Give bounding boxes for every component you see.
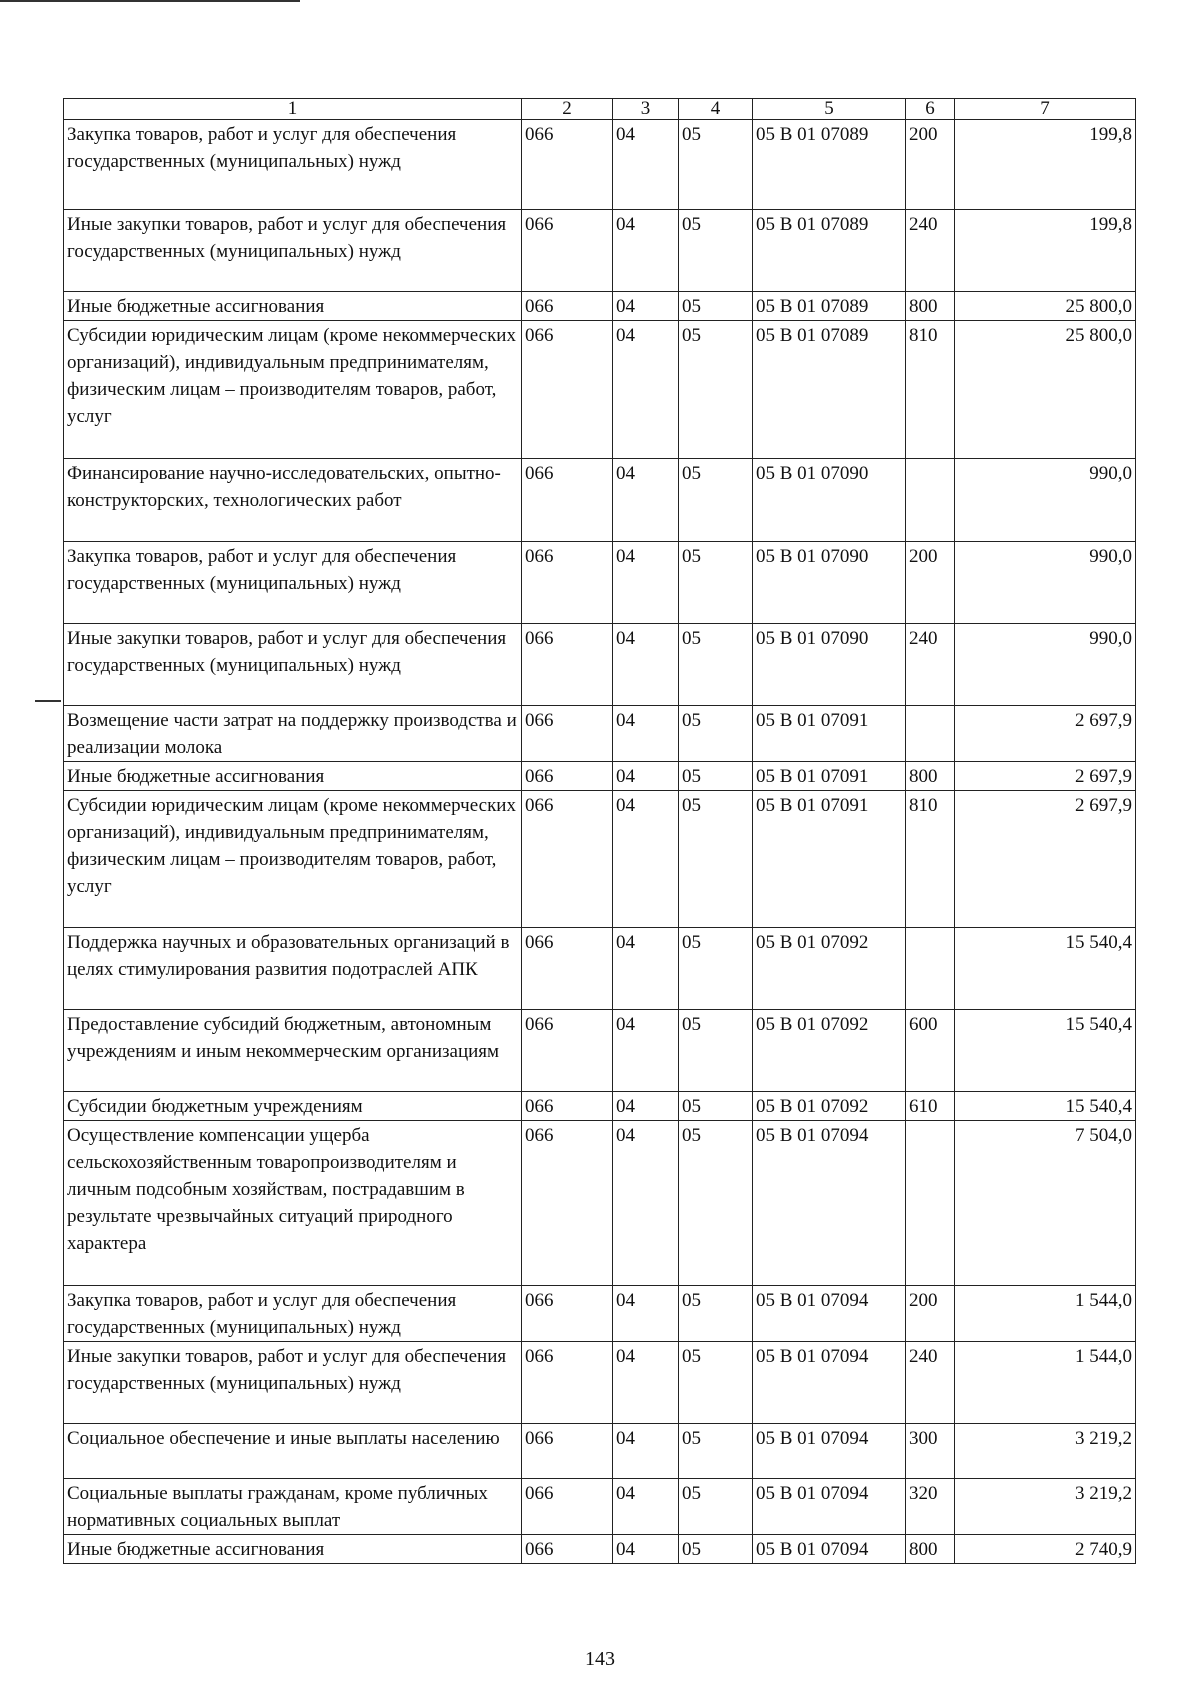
table-row [64,706,1136,762]
row-expense-type [906,928,955,1010]
row-ministry-code: 066 [522,210,613,292]
budget-table [63,98,1136,1564]
header-col-4: 4 [679,99,753,120]
row-subsection-code: 05 [679,791,753,928]
row-expense-type: 600 [906,1010,955,1092]
row-expense-type: 240 [906,210,955,292]
row-ministry-code: 066 [522,1535,613,1564]
row-section-code: 04 [613,459,679,542]
row-subsection-code: 05 [679,1535,753,1564]
row-section-code: 04 [613,928,679,1010]
row-description: Иные закупки товаров, работ и услуг для обеспечения государственных (муниципальных) нужд [64,624,522,706]
row-section-code: 04 [613,1535,679,1564]
row-expense-type: 200 [906,1286,955,1342]
row-expense-type: 800 [906,292,955,321]
row-target-article: 05 В 01 07089 [753,120,906,210]
row-ministry-code: 066 [522,542,613,624]
row-expense-type: 200 [906,542,955,624]
row-section-code: 04 [613,292,679,321]
row-ministry-code: 066 [522,928,613,1010]
row-amount: 2 697,9 [955,791,1136,928]
row-subsection-code: 05 [679,1010,753,1092]
table-row [64,1092,1136,1121]
row-ministry-code: 066 [522,1424,613,1479]
row-section-code: 04 [613,1010,679,1092]
row-amount: 15 540,4 [955,1092,1136,1121]
row-target-article: 05 В 01 07094 [753,1342,906,1424]
row-amount: 15 540,4 [955,1010,1136,1092]
row-subsection-code: 05 [679,321,753,459]
row-section-code: 04 [613,542,679,624]
header-col-2: 2 [522,99,613,120]
row-ministry-code: 066 [522,292,613,321]
row-ministry-code: 066 [522,1121,613,1286]
row-amount: 2 697,9 [955,762,1136,791]
row-ministry-code: 066 [522,762,613,791]
row-section-code: 04 [613,1121,679,1286]
row-target-article: 05 В 01 07092 [753,928,906,1010]
row-subsection-code: 05 [679,1121,753,1286]
row-section-code: 04 [613,762,679,791]
row-amount: 3 219,2 [955,1424,1136,1479]
table-row [64,928,1136,1010]
header-col-3: 3 [613,99,679,120]
row-target-article: 05 В 01 07092 [753,1010,906,1092]
row-section-code: 04 [613,120,679,210]
row-target-article: 05 В 01 07091 [753,762,906,791]
row-subsection-code: 05 [679,542,753,624]
row-description: Закупка товаров, работ и услуг для обеспечения государственных (муниципальных) нужд [64,1286,522,1342]
table-row [64,542,1136,624]
row-subsection-code: 05 [679,120,753,210]
row-target-article: 05 В 01 07089 [753,321,906,459]
row-target-article: 05 В 01 07089 [753,210,906,292]
row-description: Иные закупки товаров, работ и услуг для обеспечения государственных (муниципальных) нужд [64,210,522,292]
row-expense-type: 320 [906,1479,955,1535]
row-description: Возмещение части затрат на поддержку производства и реализации молока [64,706,522,762]
row-section-code: 04 [613,1424,679,1479]
row-description: Социальное обеспечение и иные выплаты населению [64,1424,522,1479]
row-subsection-code: 05 [679,1286,753,1342]
header-col-1: 1 [64,99,522,120]
row-amount: 1 544,0 [955,1342,1136,1424]
row-section-code: 04 [613,1479,679,1535]
table-row [64,1286,1136,1342]
row-description: Закупка товаров, работ и услуг для обеспечения государственных (муниципальных) нужд [64,542,522,624]
row-section-code: 04 [613,321,679,459]
row-ministry-code: 066 [522,459,613,542]
row-subsection-code: 05 [679,762,753,791]
row-amount: 990,0 [955,624,1136,706]
table-row [64,1342,1136,1424]
row-description: Поддержка научных и образовательных организаций в целях стимулирования развития подотраслей АПК [64,928,522,1010]
row-expense-type: 810 [906,321,955,459]
row-expense-type [906,459,955,542]
row-target-article: 05 В 01 07092 [753,1092,906,1121]
row-amount: 990,0 [955,459,1136,542]
row-amount: 25 800,0 [955,292,1136,321]
row-target-article: 05 В 01 07090 [753,459,906,542]
table-row [64,1535,1136,1564]
row-expense-type: 240 [906,624,955,706]
row-target-article: 05 В 01 07094 [753,1535,906,1564]
table-row [64,1424,1136,1479]
row-section-code: 04 [613,791,679,928]
row-description: Иные бюджетные ассигнования [64,1535,522,1564]
row-expense-type: 200 [906,120,955,210]
row-ministry-code: 066 [522,1479,613,1535]
table-row [64,762,1136,791]
row-expense-type: 300 [906,1424,955,1479]
row-amount: 1 544,0 [955,1286,1136,1342]
row-section-code: 04 [613,210,679,292]
row-subsection-code: 05 [679,624,753,706]
row-target-article: 05 В 01 07089 [753,292,906,321]
table-header-row [64,99,1136,120]
row-subsection-code: 05 [679,928,753,1010]
table-row [64,120,1136,210]
row-section-code: 04 [613,1342,679,1424]
row-amount: 2 697,9 [955,706,1136,762]
row-description: Предоставление субсидий бюджетным, автономным учреждениям и иным некоммерческим организациям [64,1010,522,1092]
row-description: Осуществление компенсации ущерба сельскохозяйственным товаропроизводителям и личным подсобным хозяйствам, пострадавшим в результате чрезвычайных ситуаций природного характера [64,1121,522,1286]
row-description: Субсидии бюджетным учреждениям [64,1092,522,1121]
row-expense-type: 800 [906,762,955,791]
row-amount: 25 800,0 [955,321,1136,459]
row-section-code: 04 [613,706,679,762]
row-ministry-code: 066 [522,321,613,459]
row-description: Иные бюджетные ассигнования [64,762,522,791]
table-row [64,321,1136,459]
table-row [64,1010,1136,1092]
row-subsection-code: 05 [679,459,753,542]
row-target-article: 05 В 01 07094 [753,1286,906,1342]
row-amount: 3 219,2 [955,1479,1136,1535]
row-section-code: 04 [613,1286,679,1342]
row-description: Финансирование научно-исследовательских, опытно-конструкторских, технологических работ [64,459,522,542]
row-ministry-code: 066 [522,791,613,928]
row-subsection-code: 05 [679,706,753,762]
row-subsection-code: 05 [679,1424,753,1479]
row-amount: 990,0 [955,542,1136,624]
header-col-6: 6 [906,99,955,120]
row-description: Субсидии юридическим лицам (кроме некоммерческих организаций), индивидуальным предпринимателям, физическим лицам – производителям товаров, работ, услуг [64,791,522,928]
row-target-article: 05 В 01 07094 [753,1424,906,1479]
page-number: 143 [585,1648,615,1670]
row-target-article: 05 В 01 07090 [753,542,906,624]
row-expense-type: 240 [906,1342,955,1424]
row-ministry-code: 066 [522,1342,613,1424]
row-ministry-code: 066 [522,1092,613,1121]
row-ministry-code: 066 [522,120,613,210]
row-expense-type: 610 [906,1092,955,1121]
table-row [64,459,1136,542]
row-target-article: 05 В 01 07094 [753,1121,906,1286]
table-row [64,1121,1136,1286]
row-description: Социальные выплаты гражданам, кроме публичных нормативных социальных выплат [64,1479,522,1535]
table-row [64,210,1136,292]
header-col-5: 5 [753,99,906,120]
row-ministry-code: 066 [522,624,613,706]
row-subsection-code: 05 [679,1342,753,1424]
table-row [64,292,1136,321]
row-target-article: 05 В 01 07091 [753,791,906,928]
row-amount: 15 540,4 [955,928,1136,1010]
row-expense-type: 810 [906,791,955,928]
row-subsection-code: 05 [679,210,753,292]
row-target-article: 05 В 01 07094 [753,1479,906,1535]
row-section-code: 04 [613,1092,679,1121]
row-expense-type [906,706,955,762]
row-ministry-code: 066 [522,706,613,762]
row-expense-type [906,1121,955,1286]
table-row [64,624,1136,706]
table-row [64,1479,1136,1535]
header-col-7: 7 [955,99,1136,120]
row-amount: 7 504,0 [955,1121,1136,1286]
row-amount: 2 740,9 [955,1535,1136,1564]
row-section-code: 04 [613,624,679,706]
row-target-article: 05 В 01 07091 [753,706,906,762]
row-amount: 199,8 [955,210,1136,292]
row-subsection-code: 05 [679,1479,753,1535]
table-row [64,791,1136,928]
row-ministry-code: 066 [522,1286,613,1342]
row-ministry-code: 066 [522,1010,613,1092]
row-description: Субсидии юридическим лицам (кроме некоммерческих организаций), индивидуальным предпринимателям, физическим лицам – производителям товаров, работ, услуг [64,321,522,459]
row-description: Иные закупки товаров, работ и услуг для обеспечения государственных (муниципальных) нужд [64,1342,522,1424]
scan-artifact-left [35,700,61,702]
row-subsection-code: 05 [679,1092,753,1121]
row-description: Закупка товаров, работ и услуг для обеспечения государственных (муниципальных) нужд [64,120,522,210]
scan-artifact-top [0,0,300,2]
row-subsection-code: 05 [679,292,753,321]
row-target-article: 05 В 01 07090 [753,624,906,706]
row-amount: 199,8 [955,120,1136,210]
row-description: Иные бюджетные ассигнования [64,292,522,321]
row-expense-type: 800 [906,1535,955,1564]
